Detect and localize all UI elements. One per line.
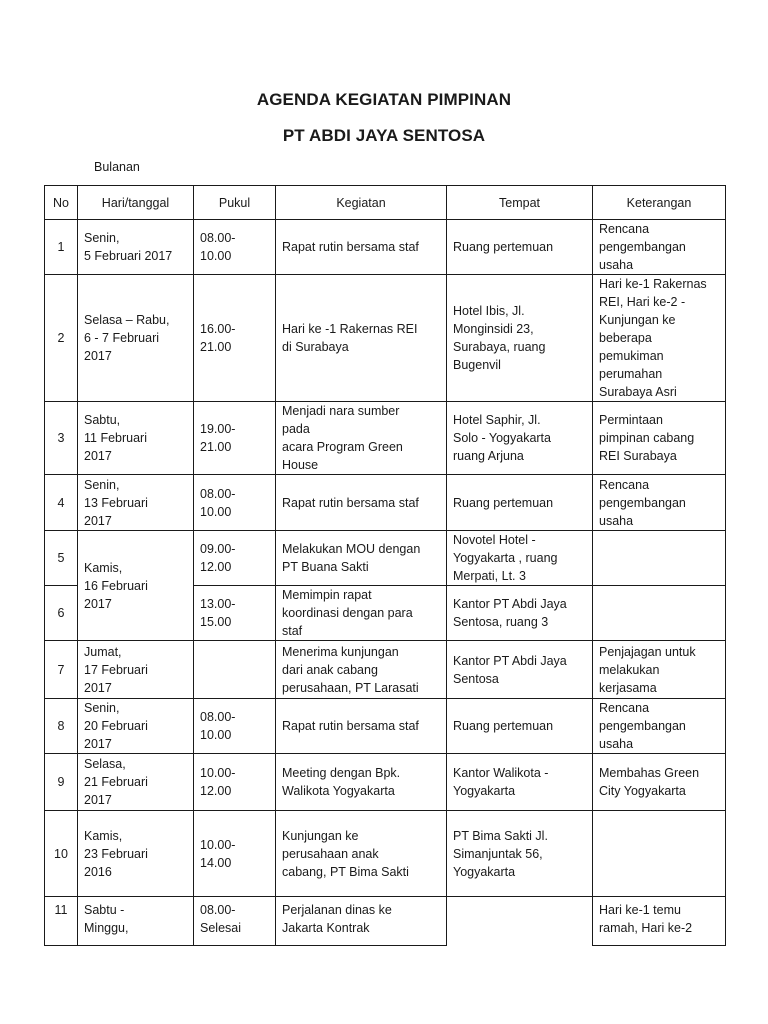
cell-no: 4 <box>45 475 78 531</box>
period-label: Bulanan <box>94 160 140 174</box>
cell-keterangan: Hari ke-1 temu ramah, Hari ke-2 <box>593 897 726 946</box>
cell-keterangan: Hari ke-1 Rakernas REI, Hari ke-2 - Kunjungan ke beberapa pemukiman perumahan Surabaya Asri <box>593 275 726 402</box>
cell-no: 1 <box>45 220 78 275</box>
table-row <box>45 475 726 531</box>
table-row <box>45 699 726 754</box>
cell-keterangan: Permintaan pimpinan cabang REI Surabaya <box>593 402 726 475</box>
cell-hari-tanggal: Sabtu - Minggu, <box>78 897 194 946</box>
cell-no: 9 <box>45 754 78 811</box>
cell-tempat: Ruang pertemuan <box>447 475 593 531</box>
cell-hari-tanggal: Selasa, 21 Februari 2017 <box>78 754 194 811</box>
cell-pukul: 08.00- Selesai <box>194 897 276 946</box>
cell-kegiatan: Perjalanan dinas ke Jakarta Kontrak <box>276 897 447 946</box>
cell-kegiatan: Memimpin rapat koordinasi dengan para staf <box>276 586 447 641</box>
cell-hari-tanggal: Selasa – Rabu, 6 - 7 Februari 2017 <box>78 275 194 402</box>
cell-kegiatan: Rapat rutin bersama staf <box>276 699 447 754</box>
cell-keterangan: Rencana pengembangan usaha <box>593 475 726 531</box>
cell-tempat: PT Bima Sakti Jl. Simanjuntak 56, Yogyakarta <box>447 811 593 897</box>
cell-no: 2 <box>45 275 78 402</box>
cell-kegiatan: Rapat rutin bersama staf <box>276 220 447 275</box>
table-row <box>45 811 726 897</box>
company-name: PT ABDI JAYA SENTOSA <box>282 126 486 145</box>
cell-tempat <box>447 897 593 946</box>
document-title: AGENDA KEGIATAN PIMPINAN <box>256 90 512 109</box>
cell-no: 3 <box>45 402 78 475</box>
table-row <box>45 220 726 275</box>
cell-tempat: Kantor PT Abdi Jaya Sentosa <box>447 641 593 699</box>
cell-hari-tanggal: Senin, 5 Februari 2017 <box>78 220 194 275</box>
cell-keterangan: Rencana pengembangan usaha <box>593 220 726 275</box>
cell-tempat: Hotel Ibis, Jl. Monginsidi 23, Surabaya, ruang Bugenvil <box>447 275 593 402</box>
cell-keterangan: Penjajagan untuk melakukan kerjasama <box>593 641 726 699</box>
cell-kegiatan: Rapat rutin bersama staf <box>276 475 447 531</box>
cell-keterangan <box>593 811 726 897</box>
cell-tempat: Ruang pertemuan <box>447 699 593 754</box>
cell-pukul: 09.00- 12.00 <box>194 531 276 586</box>
cell-no: 6 <box>45 586 78 641</box>
header-tempat: Tempat <box>447 186 593 220</box>
cell-no: 5 <box>45 531 78 586</box>
header-keterangan: Keterangan <box>593 186 726 220</box>
cell-keterangan: Membahas Green City Yogyakarta <box>593 754 726 811</box>
cell-hari-tanggal: Jumat, 17 Februari 2017 <box>78 641 194 699</box>
cell-pukul: 08.00- 10.00 <box>194 699 276 754</box>
table-header-row <box>45 186 726 220</box>
cell-hari-tanggal: Sabtu, 11 Februari 2017 <box>78 402 194 475</box>
cell-pukul: 08.00- 10.00 <box>194 220 276 275</box>
cell-pukul: 13.00- 15.00 <box>194 586 276 641</box>
cell-kegiatan: Menerima kunjungan dari anak cabang perusahaan, PT Larasati <box>276 641 447 699</box>
cell-no: 7 <box>45 641 78 699</box>
header-pukul: Pukul <box>194 186 276 220</box>
header-no: No <box>45 186 78 220</box>
table-row <box>45 897 726 946</box>
cell-no: 10 <box>45 811 78 897</box>
table-row <box>45 402 726 475</box>
cell-keterangan <box>593 531 726 586</box>
cell-pukul <box>194 641 276 699</box>
agenda-table <box>44 185 726 946</box>
cell-kegiatan: Melakukan MOU dengan PT Buana Sakti <box>276 531 447 586</box>
cell-pukul: 16.00- 21.00 <box>194 275 276 402</box>
table-row <box>45 641 726 699</box>
cell-kegiatan: Menjadi nara sumber pada acara Program Green House <box>276 402 447 475</box>
cell-pukul: 10.00- 12.00 <box>194 754 276 811</box>
table-row <box>45 531 726 586</box>
cell-pukul: 08.00- 10.00 <box>194 475 276 531</box>
cell-hari-tanggal: Kamis, 23 Februari 2016 <box>78 811 194 897</box>
cell-kegiatan: Hari ke -1 Rakernas REI di Surabaya <box>276 275 447 402</box>
cell-tempat: Hotel Saphir, Jl. Solo - Yogyakarta ruang Arjuna <box>447 402 593 475</box>
cell-no: 8 <box>45 699 78 754</box>
cell-tempat: Novotel Hotel - Yogyakarta , ruang Merpati, Lt. 3 <box>447 531 593 586</box>
cell-hari-tanggal: Senin, 20 Februari 2017 <box>78 699 194 754</box>
cell-keterangan <box>593 586 726 641</box>
cell-kegiatan: Meeting dengan Bpk. Walikota Yogyakarta <box>276 754 447 811</box>
table-row <box>45 275 726 402</box>
cell-tempat: Kantor PT Abdi Jaya Sentosa, ruang 3 <box>447 586 593 641</box>
header-kegiatan: Kegiatan <box>276 186 447 220</box>
cell-pukul: 10.00- 14.00 <box>194 811 276 897</box>
cell-pukul: 19.00- 21.00 <box>194 402 276 475</box>
header-hari-tanggal: Hari/tanggal <box>78 186 194 220</box>
cell-keterangan: Rencana pengembangan usaha <box>593 699 726 754</box>
cell-no: 11 <box>45 897 78 946</box>
cell-kegiatan: Kunjungan ke perusahaan anak cabang, PT Bima Sakti <box>276 811 447 897</box>
cell-hari-tanggal: Kamis, 16 Februari 2017 <box>78 531 194 641</box>
cell-hari-tanggal: Senin, 13 Februari 2017 <box>78 475 194 531</box>
table-row <box>45 754 726 811</box>
cell-tempat: Ruang pertemuan <box>447 220 593 275</box>
cell-tempat: Kantor Walikota - Yogyakarta <box>447 754 593 811</box>
